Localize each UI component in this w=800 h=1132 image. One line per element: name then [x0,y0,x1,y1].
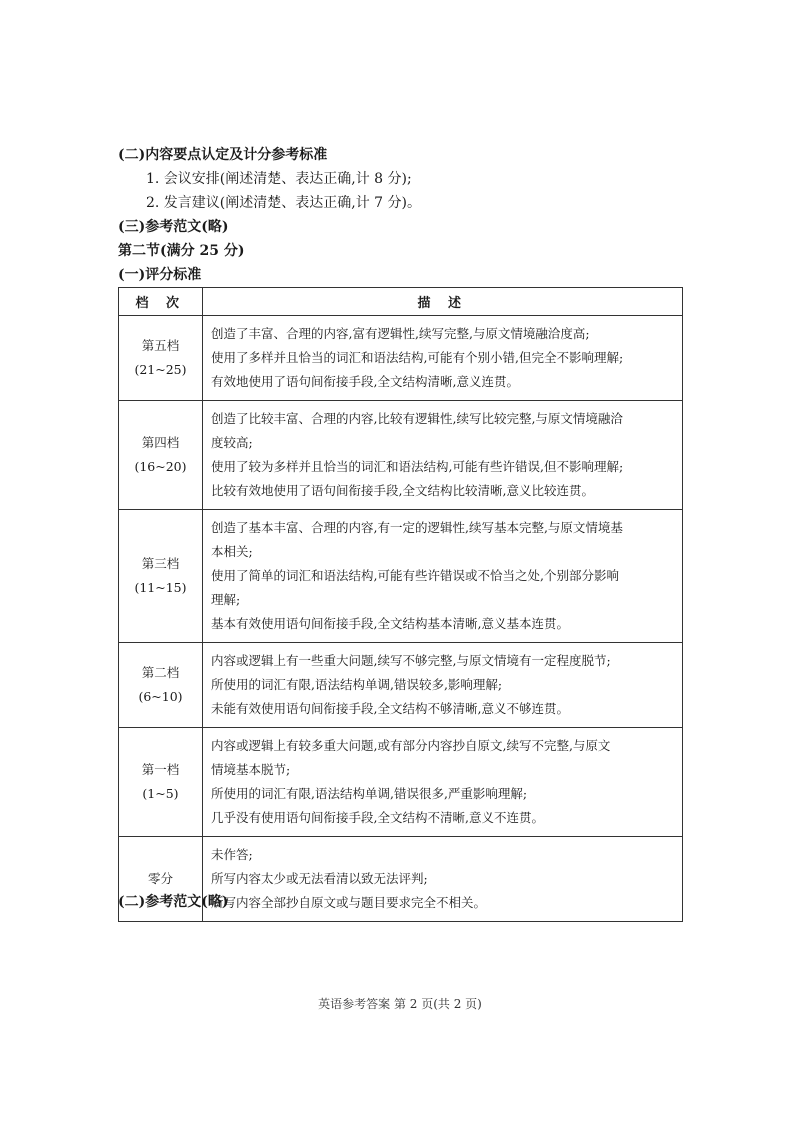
description-line: 几乎没有使用语句间衔接手段,全文结构不清晰,意义不连贯。 [211,810,544,825]
table-row [119,728,683,837]
description-cell [203,837,683,922]
description-cell [203,510,683,643]
level-cell [119,728,203,837]
description-cell [203,401,683,510]
description-line: 基本有效使用语句间衔接手段,全文结构基本清晰,意义基本连贯。 [211,616,569,631]
level-cell [119,510,203,643]
table-row [119,510,683,643]
point-item-suggestion: 2. 发言建议(阐述清楚、表达正确,计 7 分)。 [146,195,421,211]
description-line: 有效地使用了语句间衔接手段,全文结构清晰,意义连贯。 [211,374,519,389]
section-heading-content-points: (二)内容要点认定及计分参考标准 [118,147,328,163]
level-cell [119,643,203,728]
page-footer: 英语参考答案 第 2 页(共 2 页) [318,997,482,1011]
description-line: 所使用的词汇有限,语法结构单调,错误很多,严重影响理解; [211,786,528,801]
point-item-meeting: 1. 会议安排(阐述清楚、表达正确,计 8 分); [146,171,412,187]
level-name: 零分 [147,871,173,886]
description-cell [203,643,683,728]
level-name: 第四档 [141,435,180,450]
table-header-row [119,288,683,316]
header-level: 档 次 [119,288,203,316]
description-line: 所写内容全部抄自原文或与题目要求完全不相关。 [211,895,487,910]
description-line: 比较有效地使用了语句间衔接手段,全文结构比较清晰,意义比较连贯。 [211,483,594,498]
description-line: 使用了简单的词汇和语法结构,可能有些许错误或不恰当之处,个别部分影响 [211,568,619,583]
description-line: 所使用的词汇有限,语法结构单调,错误较多,影响理解; [211,677,503,692]
description-line: 未能有效使用语句间衔接手段,全文结构不够清晰,意义不够连贯。 [211,701,569,716]
description-line: 创造了基本丰富、合理的内容,有一定的逻辑性,续写基本完整,与原文情境基 [211,520,623,535]
header-description: 描 述 [203,288,683,316]
level-range: (11~15) [134,580,187,595]
level-range: (21~25) [134,362,187,377]
description-line: 情境基本脱节; [211,762,291,777]
table-row [119,643,683,728]
description-cell [203,728,683,837]
level-name: 第二档 [141,665,180,680]
level-range: (16~20) [134,459,187,474]
description-line: 使用了多样并且恰当的词汇和语法结构,可能有个别小错,但完全不影响理解; [211,350,624,365]
grading-table [118,287,683,922]
level-name: 第五档 [141,338,180,353]
section-heading-sample-essay: (三)参考范文(略) [118,219,229,235]
description-line: 理解; [211,592,241,607]
description-line: 所写内容太少或无法看清以致无法评判; [211,871,428,886]
table-row [119,316,683,401]
description-line: 创造了丰富、合理的内容,富有逻辑性,续写完整,与原文情境融洽度高; [211,326,590,341]
description-line: 使用了较为多样并且恰当的词汇和语法结构,可能有些许错误,但不影响理解; [211,459,624,474]
table-row [119,401,683,510]
level-cell [119,401,203,510]
description-line: 度较高; [211,435,253,450]
description-line: 未作答; [211,847,253,862]
description-line: 内容或逻辑上有较多重大问题,或有部分内容抄自原文,续写不完整,与原文 [211,738,611,753]
description-line: 创造了比较丰富、合理的内容,比较有逻辑性,续写比较完整,与原文情境融洽 [211,411,623,426]
level-cell [119,316,203,401]
description-line: 内容或逻辑上有一些重大问题,续写不够完整,与原文情境有一定程度脱节; [211,653,611,668]
level-name: 第一档 [141,762,180,777]
criteria-heading: (一)评分标准 [118,267,202,283]
description-cell [203,316,683,401]
part-heading-section-two: 第二节(满分 25 分) [118,243,245,259]
level-name: 第三档 [141,556,180,571]
reference-heading: (二)参考范文(略) [118,894,229,910]
level-range: (1~5) [142,786,179,801]
level-range: (6~10) [138,689,183,704]
description-line: 本相关; [211,544,253,559]
